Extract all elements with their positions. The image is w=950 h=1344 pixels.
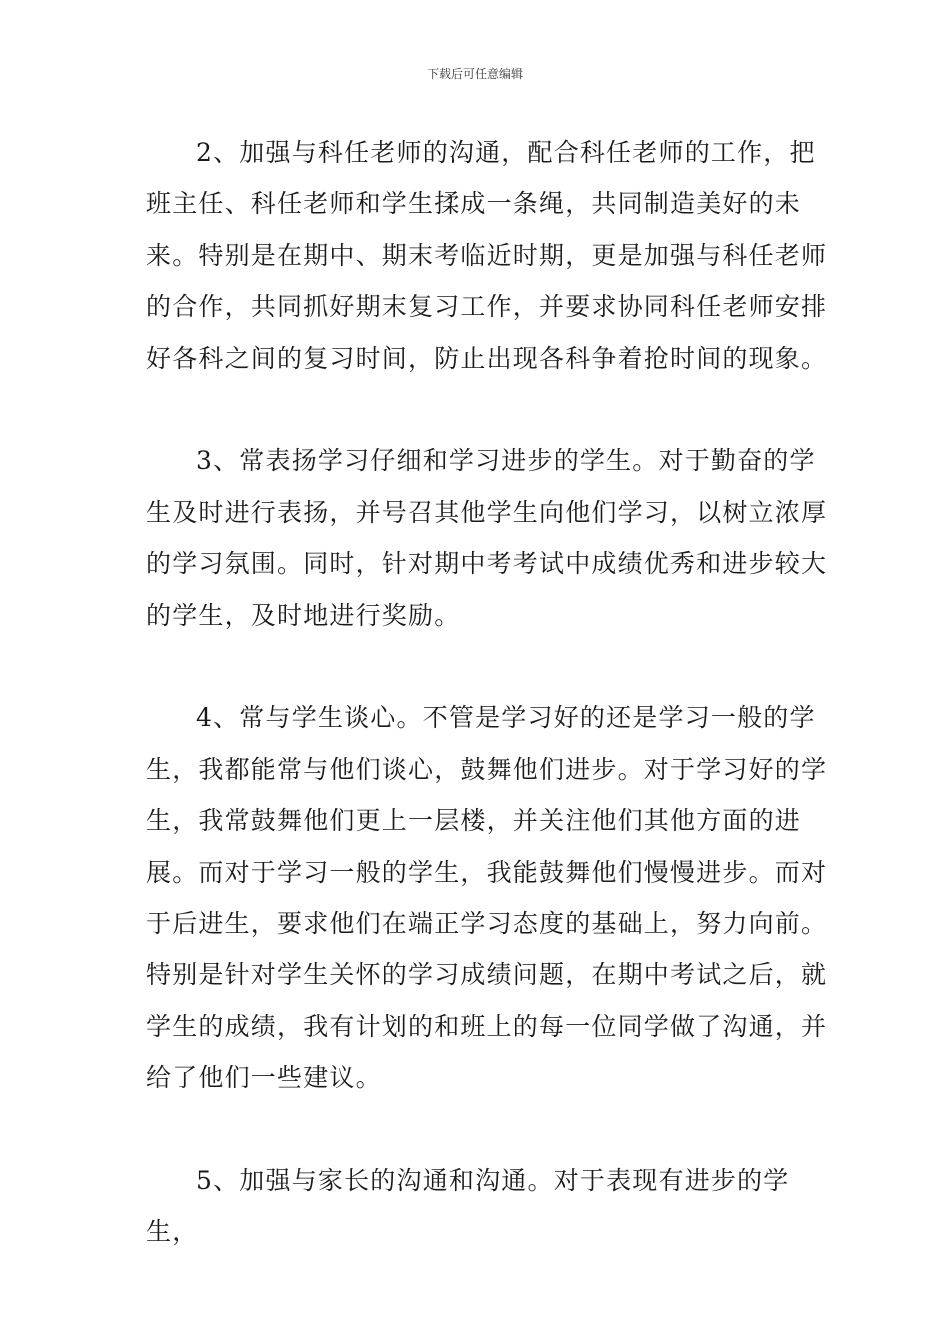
paragraph-5: 5、加强与家长的沟通和沟通。对于表现有进步的学生，	[146, 1166, 790, 1247]
paragraph-4: 4、常与学生谈心。不管是学习好的还是学习一般的学生，我都能常与他们谈心，鼓舞他们进步。对于学习好的学生，我常鼓舞他们更上一层楼，并关注他们其他方面的进展。而对于学习一般的学生，我能鼓舞他们慢慢进步。而对于后进生，要求他们在端正学习态度的基础上，努力向前。特别是针对学生关怀的学习成绩问题，在期中考试之后，就学生的成绩，我有计划的和班上的每一位同学做了沟通，并给了他们一些建议。	[146, 703, 828, 1093]
document-body	[146, 127, 836, 1258]
paragraph-2: 2、加强与科任老师的沟通，配合科任老师的工作，把班主任、科任老师和学生揉成一条绳，共同制造美好的未来。特别是在期中、期末考临近时期，更是加强与科任老师的合作，共同抓好期末复习工作，并要求协同科任老师安排好各科之间的复习时间，防止出现各科争着抢时间的现象。	[146, 138, 828, 373]
paragraph-gap	[146, 1104, 836, 1155]
paragraph-gap	[146, 641, 836, 692]
paragraph-gap	[146, 384, 836, 435]
page-header-note: 下载后可任意编辑	[426, 67, 523, 81]
paragraph-3: 3、常表扬学习仔细和学习进步的学生。对于勤奋的学生及时进行表扬，并号召其他学生向他们学习，以树立浓厚的学习氛围。同时，针对期中考考试中成绩优秀和进步较大的学生，及时地进行奖励。	[146, 446, 828, 630]
